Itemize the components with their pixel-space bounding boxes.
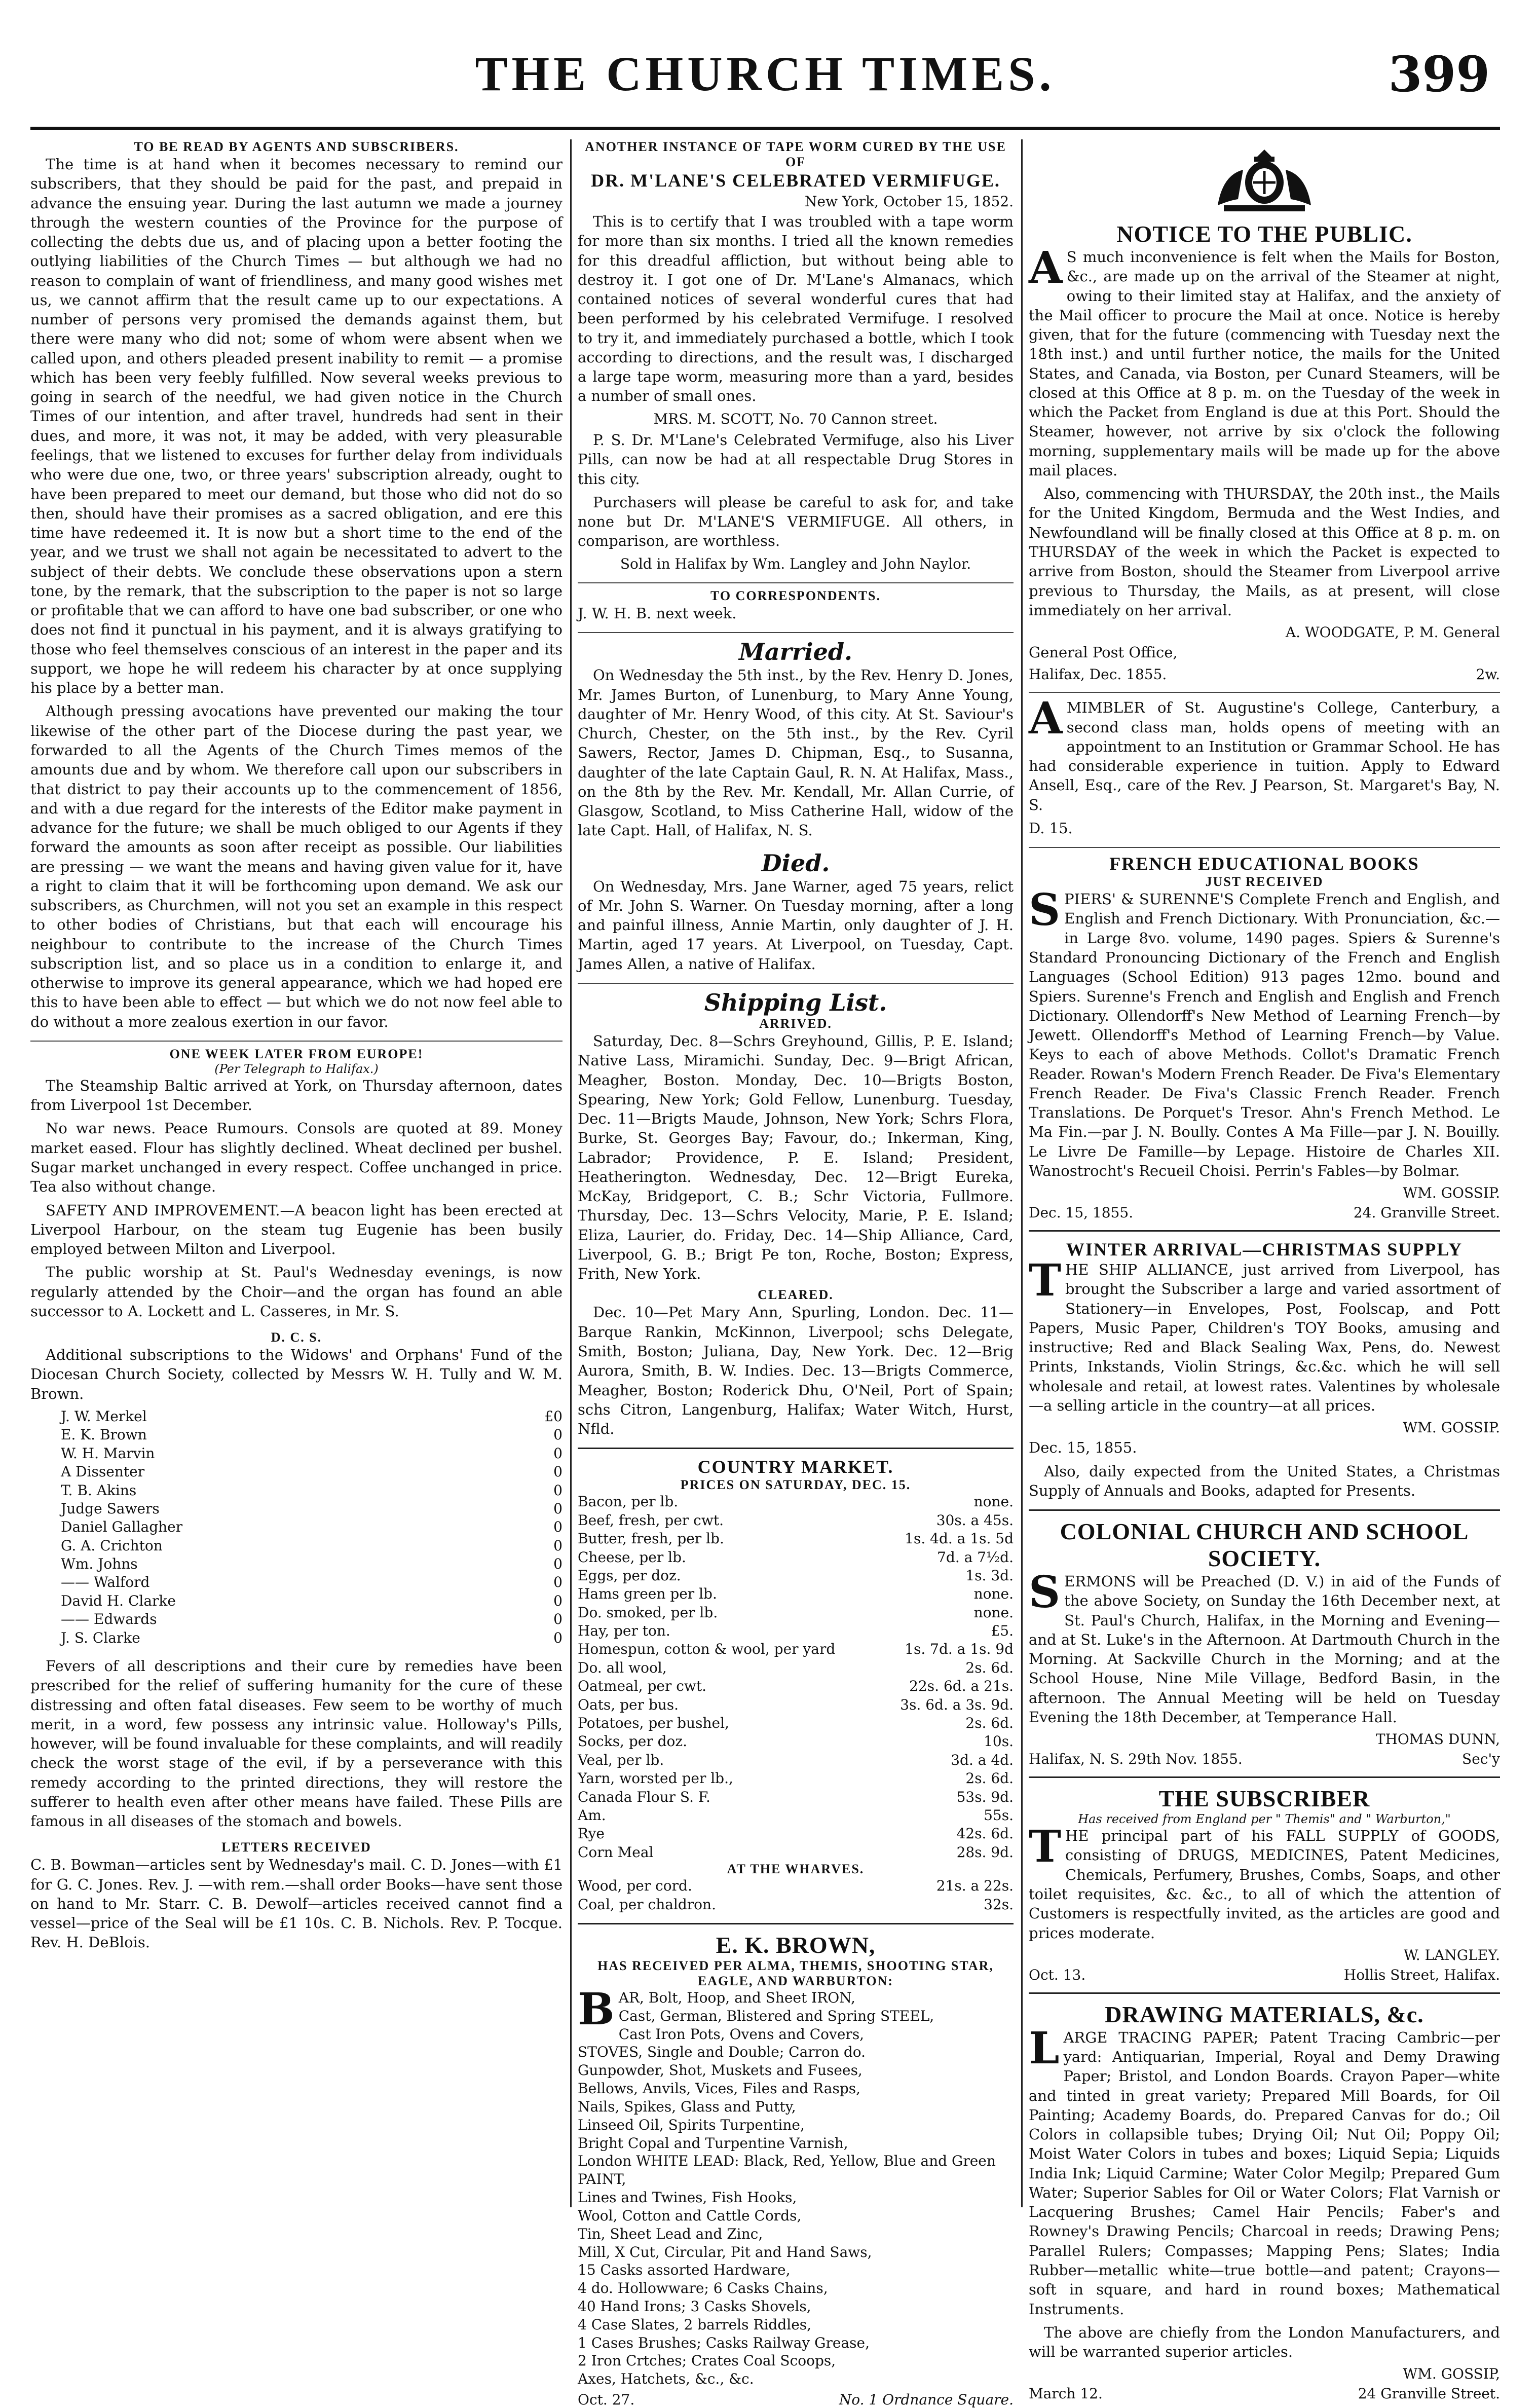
market-price: 10s.: [984, 1733, 1014, 1750]
list-item: [30, 1481, 563, 1500]
subscriber-signature: W. LANGLEY.: [1403, 1946, 1500, 1964]
worm-heading: ANOTHER INSTANCE OF TAPE WORM CURED BY THE USE OF: [585, 139, 1006, 169]
died-notices: [578, 849, 1014, 974]
cleared-paragraph: Dec. 10—Pet Mary Ann, Spurling, London. Dec. 11—Barque Rankin, McKinnon, Liverpool; schs Delegate, Smith, Boston; Juliana, Day, New York. Dec. 12—Brig Aurora, Smith, B. W. Indies. Dec. 13—Brigts Commerce, Meagher, Boston; Roderick Dhu, O'Neil, Port of Spain; schs Citron, Langenburg, Halifax; Water Witch, Hurst, Nfld.: [578, 1304, 1014, 1438]
winter-text: HE SHIP ALLIANCE, just arrived from Liverpool, has brought the Subscriber a large and varied assortment of Stationery—in Envelopes, Post, Foolscap, and Pott Papers, Music Paper, Children's TOY Books, amusing and instructive; Red and Black Sealing Wax, Pens, do. Newest Prints, Inkstands, Violin Strings, &c.&c. which he will sell wholesale and retail, at lowest rates. Valentines by wholesale—a selling article in the country—at all prices.: [1029, 1261, 1500, 1415]
list-item: [30, 1537, 563, 1555]
married-notices: [578, 638, 1014, 840]
winter-paragraph: [1029, 1255, 1500, 1415]
french-address: 24. Granville Street.: [1353, 1204, 1500, 1221]
column-rule: [570, 139, 572, 2207]
mimbler-date: D. 15.: [1029, 819, 1073, 837]
table-row: [578, 1788, 1014, 1806]
table-row: [578, 1567, 1014, 1585]
drawing-footer: [1029, 2385, 1500, 2402]
list-item: [30, 1629, 563, 1647]
divider: [1029, 847, 1500, 848]
divider: [578, 1923, 1014, 1924]
subscriber-name: W. H. Marvin: [61, 1444, 155, 1462]
vermifuge-ad: [578, 139, 1014, 573]
list-item: [30, 1444, 563, 1463]
notice-text: S much inconvenience is felt when the Mails for Boston, &c., are made up on the arrival of the Steamer at night, owing to their limited stay at Halifax, and the anxiety of the Mail officer to procure the Mail at once. Notice is hereby given, that for the future (commencing with Tuesday next the 18th inst.) and until further notice, the mails for the United States, and Canada, via Boston, per Cunard Steamers, will be closed at this Office at 8 p. m. on the Tuesday of the week in which the Packet from England is due at this Port. Should the Steamer, however, not arrive by six o'clock the following morning, supplementary mails will be made up for the above mail places.: [1029, 248, 1500, 479]
table-row: [578, 1769, 1014, 1788]
table-row: [578, 1806, 1014, 1825]
notice-paragraph: [1029, 242, 1500, 480]
drawing-signature: WM. GOSSIP,: [1403, 2365, 1500, 2383]
colonial-heading: COLONIAL CHURCH AND SCHOOL SOCIETY.: [1060, 1518, 1469, 1572]
subscriber-amount: £0: [544, 1407, 563, 1425]
subscriber-amount: 0: [553, 1426, 563, 1443]
list-item: [30, 1407, 563, 1426]
market-price: 22s. 6d. a 21s.: [909, 1678, 1014, 1695]
list-item: Bellows, Anvils, Vices, Files and Rasps,: [578, 2080, 861, 2097]
market-item: Beef, fresh, per cwt.: [578, 1511, 724, 1529]
list-item: Nails, Spikes, Glass and Putty,: [578, 2098, 796, 2115]
list-item: Cast Iron Pots, Ovens and Covers,: [618, 2025, 865, 2043]
market-price: 2s. 6d.: [965, 1659, 1014, 1676]
shipping-heading: Shipping List.: [704, 989, 887, 1017]
agents-notice: [30, 139, 563, 1031]
dropcap: T: [1029, 1255, 1061, 1307]
colonial-footer: [1029, 1751, 1500, 1767]
subscriber-amount: 0: [553, 1463, 563, 1480]
market-item: Oats, per bus.: [578, 1696, 679, 1713]
drawing-paragraph: [1029, 2022, 1500, 2319]
subscriber-amount: 0: [553, 1629, 563, 1646]
list-item: [30, 1426, 563, 1444]
table-row: [578, 1585, 1014, 1603]
dcs-subscriptions: [30, 1330, 563, 1647]
market-item: Hams green per lb.: [578, 1585, 717, 1603]
wharves-heading: AT THE WHARVES.: [727, 1862, 865, 1877]
agents-paragraph: The time is at hand when it becomes necessary to remind our subscribers, that they should be paid for the past, and prepaid in advance the ensuing year. During the last autumn we made a journey through the western counties of the Province for the purpose of collecting the debts due us, and of placing upon a better footing the outlying liabilities of the Church Times — but although we had no reason to complain of want of friendliness, and many good wishes met us, we cannot affirm that the result came up to our expectations. A number of persons very promised the demands against them, but there were many who did not; some of whom were absent when we called upon, and others pleaded present inability to remit — a promise which has been very feebly fulfilled. Now several weeks previous to going in search of the needful, we had given notice in the Church Times of our intention, and after travel, hundreds had sent in their dues, and more, it was not, it may be added, with very pleasurable feelings, that we listened to excuses for further delay from individuals who were due one, two, or three years' subscription already, ought to have been prepared to meet our demand, but those who did not do so then, should have their promises as a sacred obligation, and ere this time have redeemed it. It is now but a short time to the end of the year, and we trust we shall not again be necessitated to advert to the subject of their debts. We conclude these observations upon a stern tone, by the remark, that the subscription to the paper is not so large or profitable that we can afford to have one bad subscriber, or one who does not find it punctual in his payment, and it is always gratifying to those who feel themselves conscious of an interest in the paper and its support, we hope he will redeem his character by at once supplying his place by a better man.: [30, 156, 563, 697]
market-price: none.: [973, 1493, 1014, 1510]
table-row: [578, 1530, 1014, 1548]
market-item: Socks, per doz.: [578, 1733, 688, 1750]
telegraph-paragraph: No war news. Peace Rumours. Consols are quoted at 89. Money market eased. Flour has slightly declined. Wheat declined per bushel. Sugar market unchanged in every respect. Coffee unchanged in price. Tea also without change.: [30, 1120, 563, 1196]
market-item: Hay, per ton.: [578, 1622, 670, 1640]
list-item: [30, 1555, 563, 1573]
table-row: [578, 1825, 1014, 1843]
list-item: Cast, German, Blistered and Spring STEEL,: [618, 2007, 934, 2024]
french-date: Dec. 15, 1855.: [1029, 1204, 1134, 1221]
list-item: 1 Cases Brushes; Casks Railway Grease,: [578, 2334, 870, 2351]
market-item: Homespun, cotton & wool, per yard: [578, 1641, 836, 1658]
table-row: [578, 1493, 1014, 1511]
shipping-list: [578, 989, 1014, 1438]
brown-date: Oct. 27.: [578, 2391, 635, 2408]
subscriber-amount: 0: [553, 1574, 563, 1591]
french-text: PIERS' & SURENNE'S Complete French and English, and English and French Dictionary. With Pronunciation, &c.—in Large 8vo. volume, 1490 pages. Spiers & Surenne's Standard Pronouncing Dictionary of the French and English Languages (School Edition) 913 pages 12mo. bound and Spiers. Surenne's French and English and English and French Dictionary. Ollendorff's New Method of Learning French—by Jewett. Ollendorff's Method of Learning French—by Value. Keys to each of above Methods. Collot's Dramatic French Reader. Rowan's Modern French Reader. De Fiva's Elementary French Reader. De Fiva's Classic French Reader. French Translations. De Porquet's Tresor. Ahn's French Method. Le Ma Fin.—par J. N. Boully. Contes A Ma Fille—par J. N. Bouilly. Le Livre De Famille—by Lepage. Histoire de Charles XII. Wanostrocht's Recueil Choisi. Perrin's Fables—by Bolmar.: [1029, 891, 1500, 1179]
subscriber-name: —— Edwards: [61, 1611, 157, 1628]
list-item: [30, 1463, 563, 1481]
market-price: £5.: [991, 1622, 1014, 1640]
dropcap: S: [1029, 884, 1061, 936]
worm-note: Purchasers will please be careful to ask for, and take none but Dr. M'LANE'S VERMIFUGE. All others, in comparison, are worthless.: [578, 493, 1014, 550]
dropcap: A: [1029, 242, 1063, 293]
divider: [578, 632, 1014, 633]
dropcap: S: [1029, 1567, 1061, 1618]
notice-date: Halifax, Dec. 1855.: [1029, 666, 1167, 683]
list-item: [30, 1592, 563, 1610]
table-row: [578, 1877, 1014, 1895]
dropcap: A: [1029, 693, 1063, 745]
market-item: Corn Meal: [578, 1843, 654, 1861]
list-item: [30, 1500, 563, 1518]
subscriber-ad: [1029, 1785, 1500, 1983]
brown-lines: [578, 1983, 1014, 2388]
market-item: Cheese, per lb.: [578, 1548, 686, 1566]
drawing-note: The above are chiefly from the London Manufacturers, and will be warranted superior articles.: [1029, 2323, 1500, 2361]
list-item: 40 Hand Irons; 3 Casks Shovels,: [578, 2298, 811, 2315]
telegraph-subheading: (Per Telegraph to Halifax.): [214, 1061, 379, 1076]
french-paragraph: [1029, 884, 1500, 1180]
list-item: Wool, Cotton and Cattle Cords,: [578, 2207, 802, 2224]
masthead: [30, 30, 1500, 117]
dcs-list: [30, 1407, 563, 1647]
market-price: 1s. 3d.: [965, 1567, 1014, 1584]
market-item: Potatoes, per bushel,: [578, 1715, 729, 1732]
worm-dateline: New York, October 15, 1852.: [804, 193, 1014, 210]
list-item: [30, 1518, 563, 1536]
subscriber-name: J. S. Clarke: [61, 1629, 140, 1646]
market-item: Yarn, worsted per lb.,: [578, 1770, 733, 1787]
correspondents-heading: TO CORRESPONDENTS.: [710, 588, 881, 604]
mimbler-ad: [1029, 693, 1500, 838]
market-item: Eggs, per doz.: [578, 1567, 681, 1584]
safety-paragraph: SAFETY AND IMPROVEMENT.—A beacon light has been erected at Liverpool Harbour, on the steam tug Eugenie has been busily employed between Milton and Liverpool.: [30, 1201, 563, 1258]
list-item: AR, Bolt, Hoop, and Sheet IRON,: [618, 1989, 855, 2006]
newspaper-title: THE CHURCH TIMES.: [475, 47, 1056, 101]
subscriber-amount: 0: [553, 1481, 563, 1499]
list-item: Bright Copal and Turpentine Varnish,: [578, 2134, 848, 2152]
subscriber-amount: 0: [553, 1555, 563, 1573]
list-item: Mill, X Cut, Circular, Pit and Hand Saws,: [578, 2243, 872, 2261]
winter-also: Also, daily expected from the United States, a Christmas Supply of Annuals and Books, adapted for Presents.: [1029, 1462, 1500, 1499]
winter-signature: WM. GOSSIP.: [1403, 1419, 1500, 1436]
market-price: 3d. a 4d.: [951, 1751, 1014, 1768]
dropcap: T: [1029, 1821, 1061, 1873]
dropcap: L: [1029, 2022, 1060, 2074]
subscriber-name: David H. Clarke: [61, 1592, 176, 1609]
divider: [578, 983, 1014, 984]
subscriber-amount: 0: [553, 1611, 563, 1628]
died-heading: Died.: [761, 849, 830, 877]
drawing-heading: DRAWING MATERIALS, &c.: [1105, 2001, 1424, 2027]
list-item: Lines and Twines, Fish Hooks,: [578, 2189, 797, 2206]
married-heading: Married.: [738, 638, 853, 666]
colonial-signature: THOMAS DUNN,: [1375, 1731, 1500, 1748]
market-price: 42s. 6d.: [956, 1825, 1014, 1842]
divider: [578, 1448, 1014, 1449]
market-subheading: PRICES ON SATURDAY, DEC. 15.: [680, 1477, 911, 1493]
table-row: [578, 1696, 1014, 1714]
dcs-intro: Additional subscriptions to the Widows' and Orphans' Fund of the Diocesan Church Society, collected by Messrs W. H. Tully and W. M. Brown.: [30, 1346, 563, 1402]
subscriber-name: E. K. Brown: [61, 1426, 147, 1443]
subscriber-name: T. B. Akins: [61, 1481, 137, 1499]
winter-date: Dec. 15, 1855.: [1029, 1439, 1137, 1457]
colonial-text: ERMONS will be Preached (D. V.) in aid of the Funds of the above Society, on Sunday the 16th December next, at St. Paul's Church, Halifax, in the Morning and Evening—and at St. Luke's in the Afternoon. At Dartmouth Church in the Morning. At Sackville Church in the Morning; and at the School House, Nine Mile Village, Bedford Basin, in the afternoon. The Annual Meeting will be held on Tuesday Evening the 18th December, at Temperance Hall.: [1029, 1573, 1500, 1726]
fevers-notice: [30, 1656, 563, 1831]
fevers-paragraph: Fevers of all descriptions and their cure by remedies have been prescribed for the relief of suffering humanity for the cure of these distressing and often fatal diseases. Few seem to be worthy of much merit, in a word, few possess any intrinsic value. Holloway's Pills, however, will be found invaluable for these complaints, and will readily check the worst stage of the evil, if by a perseverance with this remedy according to the printed directions, they will restore the sufferer to health even after other means have failed. These Pills are famous in all diseases of the stomach and bowels.: [30, 1657, 563, 1830]
letters-received: [30, 1840, 563, 1952]
market-item: Butter, fresh, per lb.: [578, 1530, 724, 1547]
market-item: Am.: [578, 1806, 606, 1824]
royal-crest-icon: [1188, 139, 1340, 215]
colonial-paragraph: [1029, 1567, 1500, 1727]
winter-heading: WINTER ARRIVAL—CHRISTMAS SUPPLY: [1066, 1239, 1463, 1260]
market-price: 1s. 4d. a 1s. 5d: [905, 1530, 1014, 1547]
list-item: 2 Iron Crtches; Crates Coal Scoops,: [578, 2352, 836, 2369]
masthead-rule: [30, 127, 1500, 130]
subscriber-name: G. A. Crichton: [61, 1537, 163, 1554]
worm-sold: Sold in Halifax by Wm. Langley and John Naylor.: [620, 555, 971, 572]
agents-heading: TO BE READ BY AGENTS AND SUBSCRIBERS.: [134, 139, 459, 154]
page-number: 399: [1388, 46, 1490, 103]
arrived-heading: ARRIVED.: [759, 1016, 832, 1031]
public-notice: [1029, 139, 1500, 683]
table-row: [578, 1548, 1014, 1567]
drawing-address: 24 Granville Street.: [1358, 2385, 1500, 2402]
winter-arrival-ad: [1029, 1239, 1500, 1500]
market-price: none.: [973, 1585, 1014, 1603]
column-2: [578, 139, 1014, 2408]
table-row: [578, 1732, 1014, 1751]
subscriber-name: Daniel Gallagher: [61, 1518, 183, 1536]
divider: [1029, 1509, 1500, 1511]
colonial-place: Halifax, N. S. 29th Nov. 1855.: [1029, 1751, 1243, 1768]
market-price: 28s. 9d.: [956, 1843, 1014, 1861]
drawing-materials-ad: [1029, 2001, 1500, 2402]
mimbler-text: MIMBLER of St. Augustine's College, Canterbury, a second class man, holds opens of meeting with an appointment to an Institution or Grammar School. He has had considerable experience in tuition. Apply to Edward Ansell, Esq., care of the Rev. J Pearson, St. Margaret's Bay, N. S.: [1029, 699, 1500, 813]
market-item: Wood, per cord.: [578, 1877, 692, 1895]
correspondents: [578, 588, 1014, 623]
list-item: [30, 1610, 563, 1628]
market-item: Coal, per chaldron.: [578, 1896, 716, 1913]
divider: [30, 1041, 563, 1042]
country-market: [578, 1456, 1014, 1914]
brown-footer: [578, 2391, 1014, 2408]
column-3: [1029, 139, 1500, 2402]
subscriber-date: Oct. 13.: [1029, 1966, 1086, 1983]
divider: [1029, 1776, 1500, 1778]
notice-duration: 2w.: [1476, 666, 1500, 683]
table-row: [578, 1751, 1014, 1769]
table-row: [578, 1677, 1014, 1695]
subscriber-amount: 0: [553, 1537, 563, 1554]
column-1: [30, 139, 563, 2207]
market-price: 32s.: [984, 1896, 1014, 1913]
list-item: Gunpowder, Shot, Muskets and Fusees,: [578, 2062, 863, 2079]
subscriber-amount: 0: [553, 1518, 563, 1536]
table-row: [578, 1714, 1014, 1732]
table-row: [578, 1604, 1014, 1622]
drawing-date: March 12.: [1029, 2385, 1103, 2402]
market-table: [578, 1493, 1014, 1862]
market-price: 2s. 6d.: [965, 1715, 1014, 1732]
list-item: 4 do. Hollowware; 6 Casks Chains,: [578, 2280, 828, 2297]
subscriber-heading: THE SUBSCRIBER: [1158, 1786, 1370, 1812]
market-price: 21s. a 22s.: [936, 1877, 1014, 1895]
list-item: [30, 1573, 563, 1591]
list-item: Tin, Sheet Lead and Zinc,: [578, 2225, 763, 2242]
table-row: [578, 1659, 1014, 1677]
agents-paragraph: Although pressing avocations have prevented our making the tour likewise of the other part of the Diocese during the past year, we forwarded to all the Agents of the Church Times memos of the amounts due and by whom. We therefore call upon our subscribers in that district to pay their accounts up to the commencement of 1856, and with a due regard for the interests of the Editor make payment in advance for the future; we shall be much obliged to our Agents if they forward the amounts as soon after receipt as possible. Our liabilities are pressing — we want the means and having given value for it, have a right to claim that it will be forthcoming upon demand. We ask our subscribers, as Churchmen, will not you set an example in this respect to other bodies of Christians, but that each will encourage his neighbour to contribute to the increase of the Church Times subscription list, and so place us in a condition to enlarge it, and otherwise to improve its general appearance, which we had hoped ere this to have been able to effect — but which we do not now feel able to do without a more zealous exertion in our favor.: [30, 702, 563, 1030]
market-item: Do. smoked, per lb.: [578, 1604, 718, 1621]
subscriber-name: Wm. Johns: [61, 1555, 138, 1573]
market-price: 3s. 6d. a 3s. 9d.: [900, 1696, 1014, 1713]
worm-paragraph: This is to certify that I was troubled with a tape worm for more than six months. I tried all the known remedies for this dreadful affliction, but without being able to destroy it. I got one of Dr. M'Lane's Almanacs, which contained notices of several wonderful cures that had been performed by his celebrated Vermifuge. I resolved to try it, and immediately purchased a bottle, which I took according to directions, and the result was, I discharged a large tape worm, measuring more than a yard, besides a number of small ones.: [578, 213, 1014, 405]
subscriber-address: Hollis Street, Halifax.: [1343, 1966, 1500, 1983]
divider: [1029, 1230, 1500, 1232]
market-price: 1s. 7d. a 1s. 9d: [905, 1641, 1014, 1658]
dropcap: B: [578, 1983, 615, 2035]
subscriber-amount: 0: [553, 1592, 563, 1609]
arrived-paragraph: Saturday, Dec. 8—Schrs Greyhound, Gillis, P. E. Island; Native Lass, Miramichi. Sunday, Dec. 9—Brigt African, Meagher, Boston. Monday, Dec. 10—Brigts Boston, Spearing, New York; Gold Fellow, Lunenburg. Tuesday, Dec. 11—Brigts Maude, Johnson, New York; Schrs Flora, Burke, St. Georges Bay; Favour, do.; Inkerman, King, Labrador; Providence, P. E. Island; President, Heatherington. Wednesday, Dec. 12—Brigt Eureka, McKay, Bridgeport, C. B.; Schr Victoria, Fullmore. Thursday, Dec. 13—Schrs Velocity, Marie, P. E. Island; Eliza, Laurier, do. Friday, Dec. 14—Ship Alliance, Card, Liverpool, G. B.; Brigt Pe ton, Roche, Boston; Express, Frith, New York.: [578, 1032, 1014, 1283]
cleared-heading: CLEARED.: [758, 1287, 834, 1303]
market-item: Rye: [578, 1825, 605, 1842]
market-price: 53s. 9d.: [956, 1788, 1014, 1805]
market-item: Bacon, per lb.: [578, 1493, 679, 1510]
table-row: [578, 1896, 1014, 1914]
letters-paragraph: C. B. Bowman—articles sent by Wednesday's mail. C. D. Jones—with £1 for G. C. Jones. Rev. J. —with rem.—shall order Books—have sent those on hand to Mr. Starr. C. B. Dewolf—articles received cannot find a vessel—price of the Seal will be £1 10s. C. B. Nichols. Rev. P. Tocque. Rev. H. DeBlois.: [30, 1856, 563, 1951]
market-price: 2s. 6d.: [965, 1770, 1014, 1787]
list-item: London WHITE LEAD: Black, Red, Yellow, Blue and Green PAINT,: [578, 2153, 996, 2188]
drawing-text: ARGE TRACING PAPER; Patent Tracing Cambric—per yard: Antiquarian, Imperial, Royal and Demy Drawing Paper; Bristol, and London Boards. Crayon Paper—white and tinted in great variety; Prepared Mill Boards, for Oil Painting; Academy Boards, do. Prepared Canvas for do.; Oil Colors in collapsible tubes; Drying Oil; Nut Oil; Poppy Oil; Moist Water Colors in tubes and boxes; Liquid Sepia; Liquids India Ink; Liquid Carmine; Water Color Megilp; Prepared Gum Water; Superior Sables for Oil or Water Colors; Flat Varnish or Lacquering Brushes; Camel Hair Pencils; Faber's and Rowney's Drawing Pencils; Charcoal in reeds; Drawing Pens; Parallel Rulers; Compasses; Mapping Pens; Slates; India Rubber—metallic white—true bottle—and patent; Crayons—soft in square, and hard in round boxes; Mathematical Instruments.: [1029, 2028, 1500, 2318]
subscriber-name: A Dissenter: [61, 1463, 145, 1480]
notice-heading: NOTICE TO THE PUBLIC.: [1116, 221, 1412, 247]
table-row: [578, 1640, 1014, 1658]
market-price: none.: [973, 1604, 1014, 1621]
subscriber-amount: 0: [553, 1500, 563, 1517]
list-item: Linseed Oil, Spirits Turpentine,: [578, 2116, 805, 2133]
french-heading: FRENCH EDUCATIONAL BOOKS: [1109, 854, 1419, 874]
subscriber-subheading: Has received from England per " Themis" and " Warburton,": [1078, 1812, 1451, 1827]
table-row: [578, 1622, 1014, 1640]
worm-signature: MRS. M. SCOTT, No. 70 Cannon street.: [653, 410, 938, 427]
subscriber-amount: 0: [553, 1444, 563, 1462]
correspondents-text: J. W. H. B. next week.: [578, 605, 737, 622]
subscriber-name: J. W. Merkel: [61, 1407, 147, 1425]
french-subheading: JUST RECEIVED: [1205, 874, 1324, 890]
telegraph-news: [30, 1047, 563, 1321]
telegraph-heading: ONE WEEK LATER FROM EUROPE!: [169, 1046, 424, 1061]
market-item: Canada Flour S. F.: [578, 1788, 710, 1805]
notice-paragraph-2: Also, commencing with THURSDAY, the 20th inst., the Mails for the United Kingdom, Bermuda and the West Indies, and Newfoundland will be finally closed at this Office at 8 p. m. on THURSDAY of the week in which the Packet is expected to arrive from Boston, should the Steamer from Liverpool arrive previous to Thursday, the Mails, as at present, will close immediately on her arrival.: [1029, 485, 1500, 619]
divider: [578, 582, 1014, 583]
market-price: 30s. a 45s.: [936, 1511, 1014, 1529]
brown-address: No. 1 Ordnance Square.: [839, 2391, 1014, 2408]
brown-heading: E. K. BROWN,: [716, 1932, 876, 1958]
subscriber-footer: [1029, 1967, 1500, 1983]
french-footer: [1029, 1204, 1500, 1221]
market-item: Do. all wool,: [578, 1659, 667, 1676]
french-signature: WM. GOSSIP.: [1403, 1184, 1500, 1202]
market-item: Veal, per lb.: [578, 1751, 664, 1768]
notice-footer: [1029, 666, 1500, 683]
french-books-ad: [1029, 853, 1500, 1221]
market-price: 55s.: [984, 1806, 1014, 1824]
worship-paragraph: The public worship at St. Paul's Wednesday evenings, is now regularly attended by the Choir—and the organ has found an able successor to A. Lockett and L. Casseres, in Mr. S.: [30, 1264, 563, 1320]
worm-title: DR. M'LANE'S CELEBRATED VERMIFUGE.: [591, 170, 1000, 191]
colonial-role: Sec'y: [1462, 1751, 1500, 1768]
brown-hardware-ad: [578, 1932, 1014, 2408]
list-item: 15 Casks assorted Hardware,: [578, 2262, 791, 2279]
telegraph-paragraph: The Steamship Baltic arrived at York, on Thursday afternoon, dates from Liverpool 1st December.: [30, 1077, 563, 1114]
subscriber-name: Judge Sawers: [61, 1500, 160, 1517]
colonial-society-ad: [1029, 1518, 1500, 1767]
newspaper-page: [30, 30, 1500, 2408]
mimbler-paragraph: [1029, 693, 1500, 814]
subscriber-text: HE principal part of his FALL SUPPLY of GOODS, consisting of DRUGS, MEDICINES, Patent Medicines, Chemicals, Perfumery, Brushes, Combs, Soaps, and other toilet requisites, &c. &c., to all of which the attention of Customers is respectfully invited, as the articles are good and prices moderate.: [1029, 1827, 1500, 1942]
divider: [1029, 692, 1500, 693]
married-paragraph: On Wednesday the 5th inst., by the Rev. Henry D. Jones, Mr. James Burton, of Lunenburg, to Mary Anne Young, daughter of Mr. Henry Wood, of this city. At St. Saviour's Church, Chester, on the 5th inst., by the Rev. Cyril Sawers, Rector, James D. Chipman, Esq., to Susanna, daughter of the late Captain Gaul, R. N. At Halifax, Mass., on the 8th by the Rev. Mr. Kendall, Mr. Allan Currie, of Glasgow, Scotland, to Miss Catherine Hall, widow of the late Capt. Hall, of Halifax, N. S.: [578, 666, 1014, 839]
subscriber-paragraph: [1029, 1821, 1500, 1943]
notice-signature: A. WOODGATE, P. M. General: [1285, 624, 1500, 641]
table-row: [578, 1511, 1014, 1530]
dcs-heading: D. C. S.: [271, 1330, 322, 1345]
subscriber-name: —— Walford: [61, 1574, 150, 1591]
brown-subheading: HAS RECEIVED PER ALMA, THEMIS, SHOOTING STAR, EAGLE, AND WARBURTON:: [597, 1958, 994, 1988]
notice-office: General Post Office,: [1029, 644, 1178, 661]
died-paragraph: On Wednesday, Mrs. Jane Warner, aged 75 years, relict of Mr. John S. Warner. On Tuesday morning, after a long and painful illness, Annie Martin, only daughter of J. H. Martin, aged 17 years. At Liverpool, on Tuesday, Capt. James Allen, a native of Halifax.: [578, 877, 1014, 973]
market-heading: COUNTRY MARKET.: [697, 1457, 894, 1477]
table-row: [578, 1843, 1014, 1862]
worm-postscript: P. S. Dr. M'Lane's Celebrated Vermifuge, also his Liver Pills, can now be had at all respectable Drug Stores in this city.: [578, 431, 1014, 488]
market-price: 7d. a 7½d.: [937, 1548, 1014, 1566]
list-item: 4 Case Slates, 2 barrels Riddles,: [578, 2316, 812, 2333]
letters-heading: LETTERS RECEIVED: [221, 1840, 371, 1855]
list-item: Axes, Hatchets, &c., &c.: [578, 2370, 754, 2388]
divider: [1029, 1992, 1500, 1994]
list-item: STOVES, Single and Double; Carron do.: [578, 2044, 866, 2061]
column-rule: [1021, 139, 1023, 2207]
market-item: Oatmeal, per cwt.: [578, 1678, 707, 1695]
